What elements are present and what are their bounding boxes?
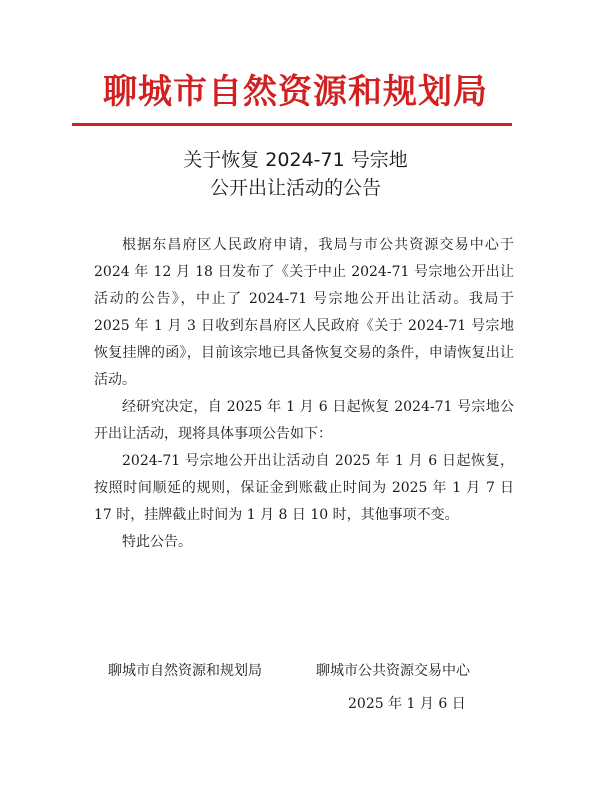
signature-authority-2: 聊城市公共资源交易中心: [316, 663, 470, 679]
body-paragraph-1: 根据东昌府区人民政府申请，我局与市公共资源交易中心于 2024 年 12 月 18 日发布了《关于中止 2024-71 号宗地公开出让活动的公告》，中止了 2024-71 号宗地公开出让活动。我局于 2025 年 1 月 3 日收到东昌府区人民政府《关于 2024-71 号宗地恢复挂牌的函》，目前该宗地已具备恢复交易的条件，申请恢复出让活动。: [94, 237, 514, 388]
notice-body: [94, 232, 514, 556]
signature-authority-1: 聊城市自然资源和规划局: [108, 663, 262, 679]
signature-row: [108, 661, 508, 681]
signature-date: 2025 年 1 月 6 日: [348, 696, 466, 712]
header-red-rule: [72, 123, 512, 126]
body-paragraph-2: 经研究决定，自 2025 年 1 月 6 日起恢复 2024-71 号宗地公开出让活动，现将具体事项公告如下：: [94, 399, 514, 442]
issuing-authority-header: 聊城市自然资源和规划局: [103, 72, 488, 112]
notice-title-line-2: 公开出让活动的公告: [209, 177, 381, 199]
notice-title-line-1: 关于恢复 2024-71 号宗地: [183, 149, 408, 171]
body-paragraph-3: 2024-71 号宗地公开出让活动自 2025 年 1 月 6 日起恢复，按照时间顺延的规则，保证金到账截止时间为 2025 年 1 月 7 日 17 时，挂牌截止时间为 1 月 8 日 10 时，其他事项不变。: [94, 453, 514, 523]
notice-title: [60, 146, 531, 202]
closing-statement: 特此公告。: [122, 534, 192, 550]
